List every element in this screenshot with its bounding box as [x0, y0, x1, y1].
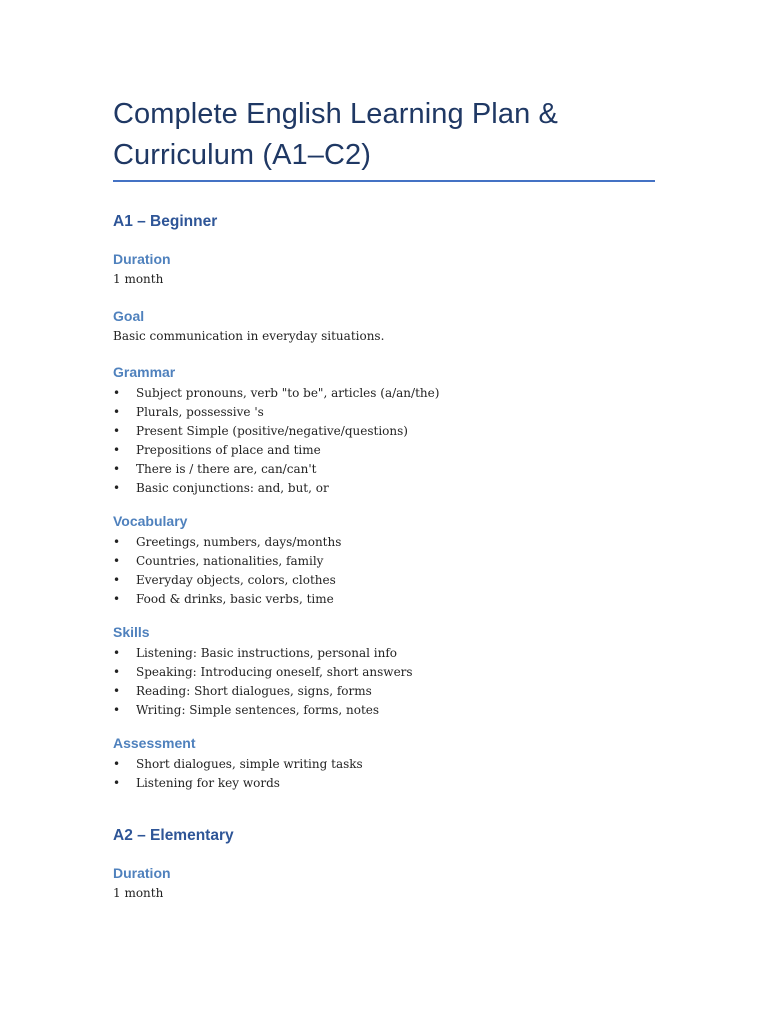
list-item-text: Countries, nationalities, family: [136, 554, 324, 568]
list-item-text: Short dialogues, simple writing tasks: [136, 757, 363, 771]
bullet-icon: •: [113, 684, 121, 698]
level-heading-a2: A2 – Elementary: [113, 827, 234, 844]
bullet-icon: •: [113, 443, 121, 457]
bullet-icon: •: [113, 573, 121, 587]
list-item-text: Plurals, possessive 's: [136, 405, 264, 419]
vocabulary-list-a1: [113, 533, 655, 609]
list-item: [113, 479, 655, 498]
list-item: [113, 663, 655, 682]
duration-text-a1: 1 month: [113, 272, 164, 286]
document-page: [113, 0, 655, 901]
duration-heading-a1: Duration: [113, 251, 171, 267]
list-item-text: Food & drinks, basic verbs, time: [136, 592, 334, 606]
list-item-text: Basic conjunctions: and, but, or: [136, 481, 329, 495]
list-item: [113, 590, 655, 609]
level-a1-section: [113, 212, 655, 793]
assessment-list-a1: [113, 755, 655, 793]
list-item: [113, 460, 655, 479]
list-item-text: Present Simple (positive/negative/questions): [136, 424, 408, 438]
list-item: [113, 644, 655, 663]
bullet-icon: •: [113, 665, 121, 679]
list-item: [113, 701, 655, 720]
bullet-icon: •: [113, 535, 121, 549]
duration-heading-a2: Duration: [113, 865, 171, 881]
goal-text-a1: Basic communication in everyday situations.: [113, 329, 385, 343]
bullet-icon: •: [113, 481, 121, 495]
skills-list-a1: [113, 644, 655, 720]
list-item-text: Greetings, numbers, days/months: [136, 535, 342, 549]
bullet-icon: •: [113, 592, 121, 606]
bullet-icon: •: [113, 703, 121, 717]
bullet-icon: •: [113, 405, 121, 419]
list-item: [113, 571, 655, 590]
list-item-text: Subject pronouns, verb "to be", articles (a/an/the): [136, 386, 440, 400]
goal-heading-a1: Goal: [113, 308, 145, 324]
list-item-text: Listening for key words: [136, 776, 280, 790]
level-heading-a1: A1 – Beginner: [113, 213, 218, 230]
list-item: [113, 552, 655, 571]
duration-text-a2: 1 month: [113, 886, 164, 900]
list-item: [113, 441, 655, 460]
list-item-text: Speaking: Introducing oneself, short answers: [136, 665, 413, 679]
list-item: [113, 403, 655, 422]
list-item: [113, 384, 655, 403]
bullet-icon: •: [113, 646, 121, 660]
skills-heading-a1: Skills: [113, 624, 150, 640]
bullet-icon: •: [113, 554, 121, 568]
assessment-heading-a1: Assessment: [113, 735, 196, 751]
list-item: [113, 774, 655, 793]
list-item: [113, 422, 655, 441]
list-item-text: There is / there are, can/can't: [136, 462, 317, 476]
bullet-icon: •: [113, 776, 121, 790]
grammar-heading-a1: Grammar: [113, 364, 176, 380]
list-item-text: Listening: Basic instructions, personal info: [136, 646, 398, 660]
list-item-text: Everyday objects, colors, clothes: [136, 573, 336, 587]
bullet-icon: •: [113, 386, 121, 400]
bullet-icon: •: [113, 757, 121, 771]
level-a2-section: [113, 826, 655, 901]
list-item-text: Writing: Simple sentences, forms, notes: [136, 703, 380, 717]
document-title: Complete English Learning Plan & Curriculum (A1–C2): [113, 98, 558, 171]
title-underline: [113, 180, 655, 182]
list-item: [113, 533, 655, 552]
vocabulary-heading-a1: Vocabulary: [113, 513, 188, 529]
list-item-text: Reading: Short dialogues, signs, forms: [136, 684, 372, 698]
grammar-list-a1: [113, 384, 655, 498]
bullet-icon: •: [113, 462, 121, 476]
list-item: [113, 755, 655, 774]
list-item: [113, 682, 655, 701]
list-item-text: Prepositions of place and time: [136, 443, 321, 457]
bullet-icon: •: [113, 424, 121, 438]
